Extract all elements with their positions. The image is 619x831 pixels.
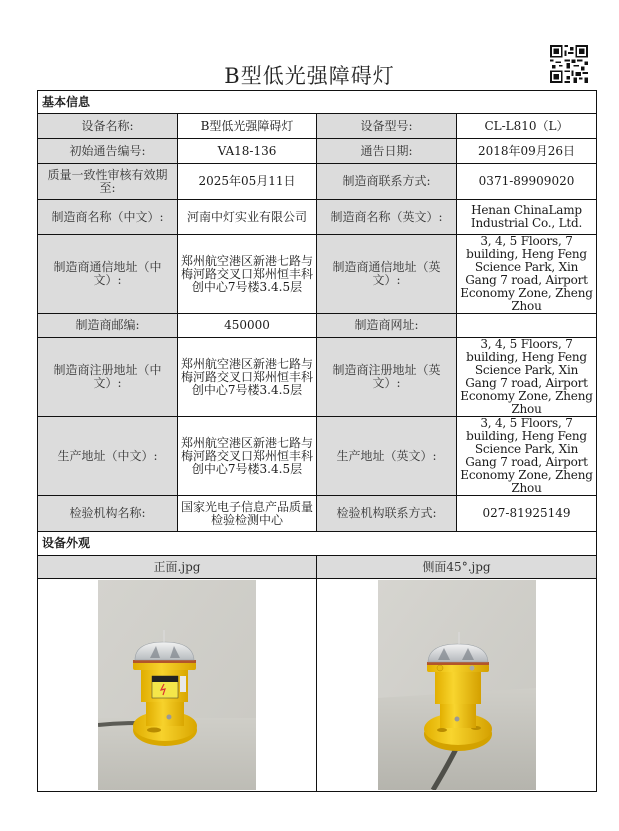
label-manufacturer-contact: 制造商联系方式: [317, 164, 457, 200]
table-row [38, 200, 597, 235]
label-registered-address-cn: 制造商注册地址（中文）: [38, 338, 178, 417]
table-row [38, 114, 597, 139]
label-device-name: 设备名称: [38, 114, 178, 139]
qr-code-icon [550, 45, 588, 83]
section-title-basic-info: 基本信息 [38, 91, 597, 114]
side-view-photo[interactable] [378, 580, 536, 790]
value-manufacturer-name-cn: 河南中灯实业有限公司 [178, 200, 317, 235]
value-website [457, 314, 597, 338]
value-notice-date: 2018年09月26日 [457, 139, 597, 164]
label-manufacturer-name-cn: 制造商名称（中文）: [38, 200, 178, 235]
table-row [38, 139, 597, 164]
table-row [38, 164, 597, 200]
device-info-table [37, 90, 597, 792]
value-test-lab-contact: 027-81925149 [457, 496, 597, 532]
value-device-model: CL-L810（L） [457, 114, 597, 139]
section-title-appearance: 设备外观 [38, 532, 597, 556]
page-title: B型低光强障碍灯 [224, 64, 395, 88]
label-production-address-en: 生产地址（英文）: [317, 417, 457, 496]
label-website: 制造商网址: [317, 314, 457, 338]
table-row [38, 338, 597, 417]
value-mail-address-en: 3, 4, 5 Floors, 7 building, Heng Feng Science Park, Xin Gang 7 road, Airport Economy Zone, Zheng Zhou [457, 235, 597, 314]
table-row [38, 314, 597, 338]
value-quality-valid-until: 2025年05月11日 [178, 164, 317, 200]
table-row [38, 496, 597, 532]
value-device-name: B型低光强障碍灯 [178, 114, 317, 139]
value-manufacturer-contact: 0371-89909020 [457, 164, 597, 200]
image-filename-front: 正面.jpg [38, 556, 317, 579]
front-view-photo[interactable] [98, 580, 256, 790]
value-mail-address-cn: 郑州航空港区新港七路与梅河路交叉口郑州恒丰科创中心7号楼3.4.5层 [178, 235, 317, 314]
label-notice-date: 通告日期: [317, 139, 457, 164]
label-test-lab-contact: 检验机构联系方式: [317, 496, 457, 532]
front-photo-cell [38, 579, 317, 792]
value-registered-address-en: 3, 4, 5 Floors, 7 building, Heng Feng Science Park, Xin Gang 7 road, Airport Economy Zone, Zheng Zhou [457, 338, 597, 417]
value-production-address-en: 3, 4, 5 Floors, 7 building, Heng Feng Science Park, Xin Gang 7 road, Airport Economy Zone, Zheng Zhou [457, 417, 597, 496]
label-mail-address-cn: 制造商通信地址（中文）: [38, 235, 178, 314]
value-notice-number: VA18-136 [178, 139, 317, 164]
value-production-address-cn: 郑州航空港区新港七路与梅河路交叉口郑州恒丰科创中心7号楼3.4.5层 [178, 417, 317, 496]
label-quality-valid-until: 质量一致性审核有效期至: [38, 164, 178, 200]
value-postal-code: 450000 [178, 314, 317, 338]
label-test-lab-name: 检验机构名称: [38, 496, 178, 532]
value-test-lab-name: 国家光电子信息产品质量检验检测中心 [178, 496, 317, 532]
table-row [38, 235, 597, 314]
value-registered-address-cn: 郑州航空港区新港七路与梅河路交叉口郑州恒丰科创中心7号楼3.4.5层 [178, 338, 317, 417]
side-photo-cell [317, 579, 597, 792]
label-postal-code: 制造商邮编: [38, 314, 178, 338]
table-row [38, 417, 597, 496]
label-manufacturer-name-en: 制造商名称（英文）: [317, 200, 457, 235]
image-filename-side: 侧面45°.jpg [317, 556, 597, 579]
label-production-address-cn: 生产地址（中文）: [38, 417, 178, 496]
label-mail-address-en: 制造商通信地址（英文）: [317, 235, 457, 314]
value-manufacturer-name-en: Henan ChinaLamp Industrial Co., Ltd. [457, 200, 597, 235]
label-device-model: 设备型号: [317, 114, 457, 139]
label-registered-address-en: 制造商注册地址（英文）: [317, 338, 457, 417]
label-notice-number: 初始通告编号: [38, 139, 178, 164]
